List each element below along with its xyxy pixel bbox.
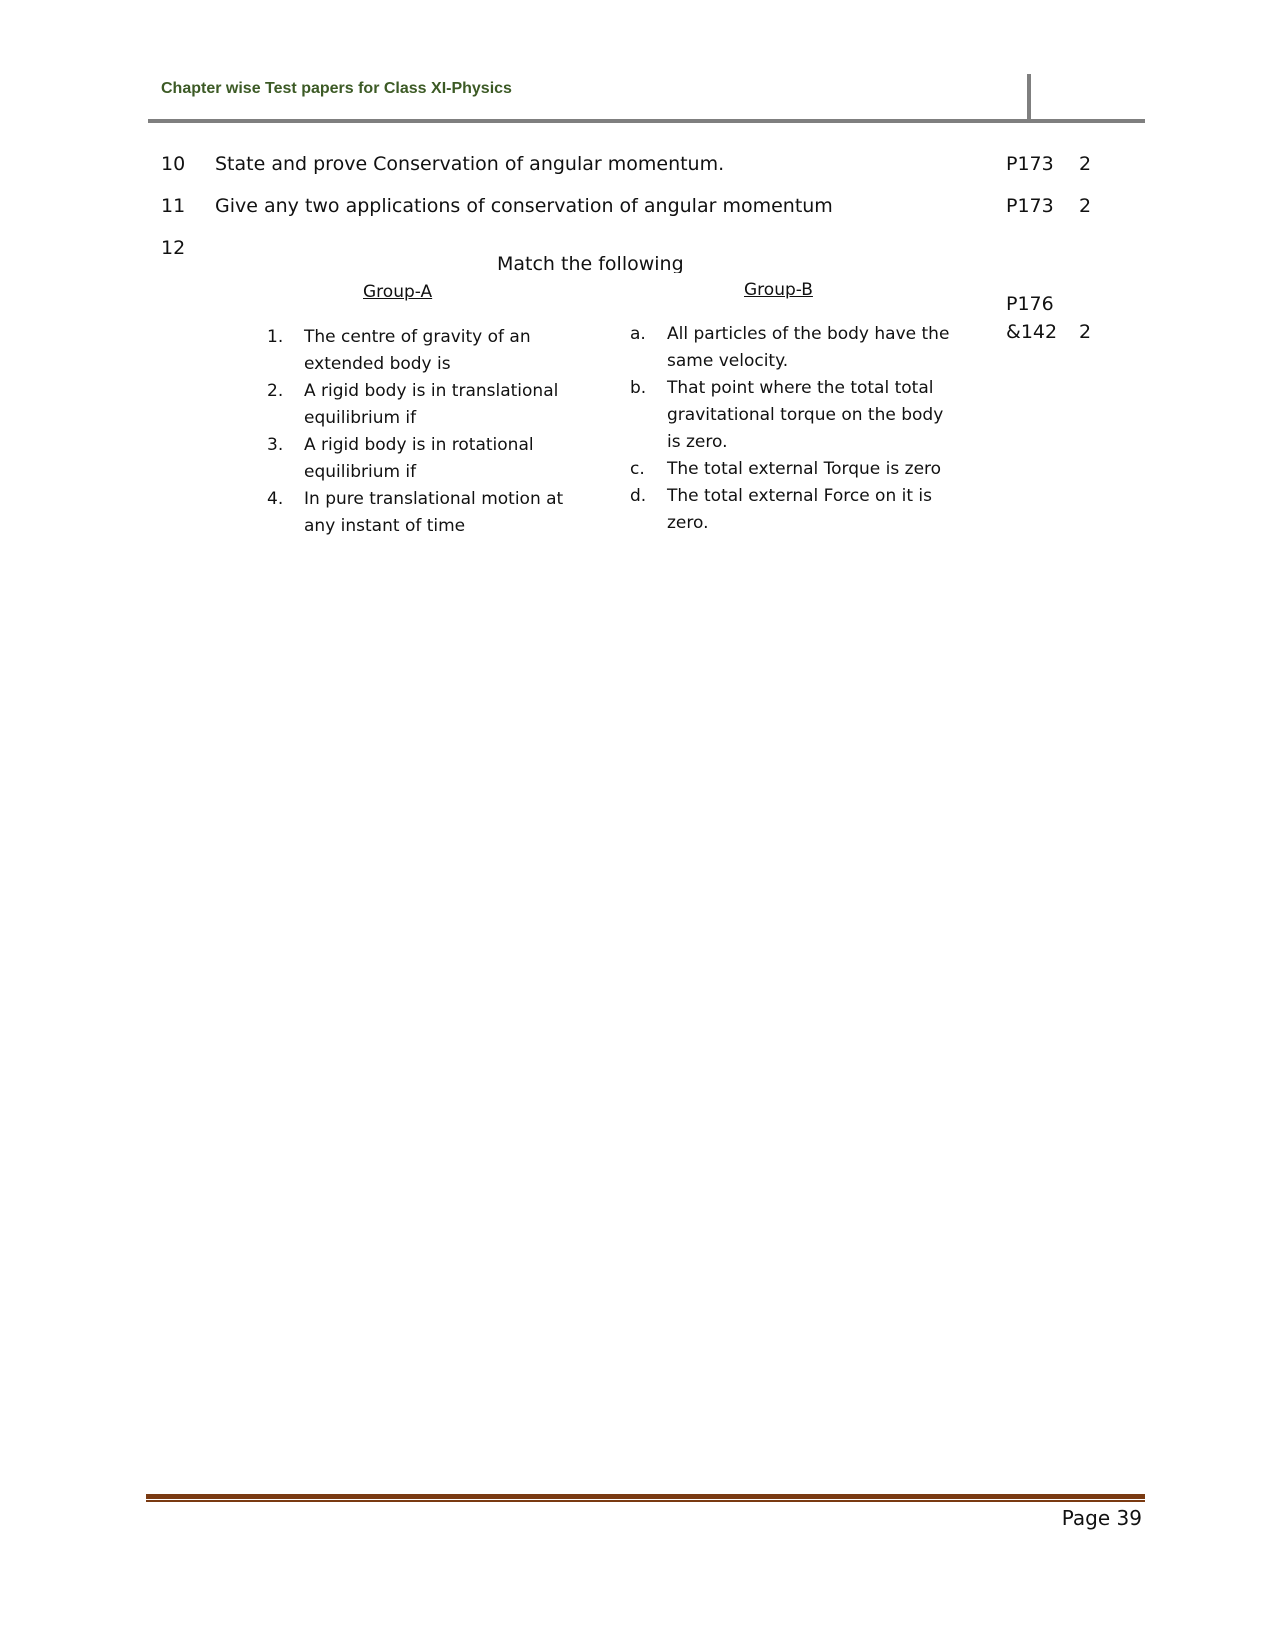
footer-rule xyxy=(146,1494,1145,1499)
header-title: Chapter wise Test papers for Class XI-Physics xyxy=(161,80,512,97)
question-marks: 2 xyxy=(1079,195,1092,217)
list-text: The total external Torque is zero xyxy=(667,459,942,479)
footer-rule-thin xyxy=(146,1500,1145,1502)
list-text: A rigid body is in translational equilibrium if xyxy=(304,381,559,428)
list-marker: d. xyxy=(630,486,647,506)
list-text: The total external Force on it is zero. xyxy=(667,486,933,533)
list-text: The centre of gravity of an extended body is xyxy=(304,327,531,374)
question-reference xyxy=(1006,290,1057,346)
group-a-heading: Group-A xyxy=(363,282,433,302)
question-number: 12 xyxy=(161,237,186,259)
list-text: In pure translational motion at any instant of time xyxy=(304,489,564,536)
list-text: All particles of the body have the same velocity. xyxy=(667,324,950,371)
question-reference: P173 xyxy=(1006,153,1054,175)
list-marker: 1. xyxy=(267,327,284,347)
question-marks: 2 xyxy=(1079,153,1092,175)
question-marks: 2 xyxy=(1079,321,1092,343)
header-vertical-rule xyxy=(1027,74,1031,120)
question-text: Give any two applications of conservation of angular momentum xyxy=(215,195,833,217)
list-marker: 2. xyxy=(267,381,284,401)
header-horizontal-rule xyxy=(148,119,1145,123)
list-marker: c. xyxy=(630,459,645,479)
list-marker: 3. xyxy=(267,435,284,455)
list-text: That point where the total total gravitational torque on the body is zero. xyxy=(667,378,944,452)
question-number: 10 xyxy=(161,153,186,175)
match-title: Match the following xyxy=(497,253,684,273)
list-marker: 4. xyxy=(267,489,284,509)
question-reference: P173 xyxy=(1006,195,1054,217)
reference-line: &142 xyxy=(1006,321,1058,343)
question-number: 11 xyxy=(161,195,186,217)
list-marker: a. xyxy=(630,324,646,344)
question-text: State and prove Conservation of angular momentum. xyxy=(215,153,725,175)
reference-line: P176 xyxy=(1006,293,1054,315)
list-text: A rigid body is in rotational equilibrium if xyxy=(304,435,534,482)
group-b-heading: Group-B xyxy=(744,280,813,300)
list-marker: b. xyxy=(630,378,647,398)
page-number: Page 39 xyxy=(1061,1506,1142,1530)
